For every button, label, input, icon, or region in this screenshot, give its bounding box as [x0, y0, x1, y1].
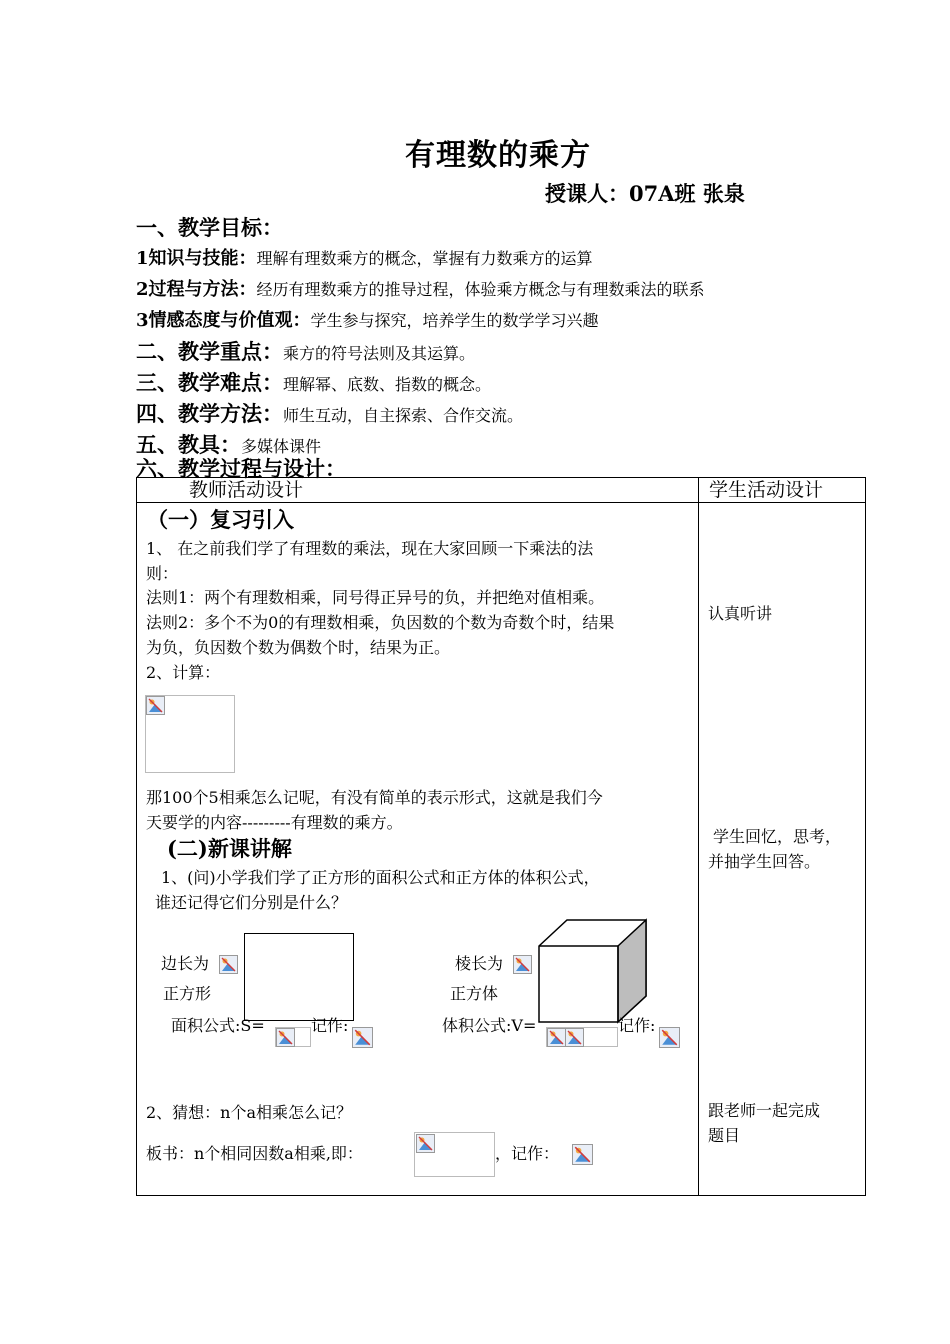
question-100a: 那100个5相乘怎么记呢，有没有简单的表示形式，这就是我们今: [146, 788, 603, 807]
teacher-activity-cell: [137, 503, 699, 1196]
review-heading: （一）复习引入: [147, 507, 294, 532]
difficulties-label: 三、教学难点：: [136, 370, 283, 395]
teacher-line: 授课人：07A班 张泉: [545, 181, 745, 206]
question-100b: 天要学的内容---------有理数的乘方。: [146, 813, 403, 832]
section-methods: [136, 398, 523, 428]
goal-3: [136, 306, 599, 332]
board-notation-label: ，记作：: [495, 1144, 560, 1163]
image-placeholder-icon: [146, 696, 165, 715]
square-diagram: [244, 933, 354, 1021]
cube-notation-label: 记作:: [618, 1016, 656, 1035]
goal-2: [136, 275, 705, 301]
difficulties-text: 理解幂、底数、指数的概念。: [283, 375, 492, 394]
section-goals-heading: 一、教学目标：: [136, 215, 283, 240]
page-title: 有理数的乘方: [405, 138, 591, 173]
calc-prompt: 2、计算：: [146, 663, 221, 682]
image-placeholder-icon: [565, 1028, 584, 1047]
cube-diagram: [537, 918, 667, 1024]
image-placeholder-icon: [416, 1134, 435, 1153]
student-activity-cell: [699, 503, 866, 1196]
image-placeholder-icon: [547, 1028, 566, 1047]
square-area-formula: 面积公式:S=: [171, 1016, 265, 1035]
student-activity-2a: 学生回忆，思考，: [713, 827, 842, 846]
tools-label: 五、教具：: [136, 432, 241, 457]
student-activity-2b: 并抽学生回答。: [708, 852, 821, 871]
student-activity-header: 学生活动设计: [699, 478, 866, 503]
cube-name: 正方体: [450, 984, 499, 1003]
goal-2-text: 经历有理数乘方的推导过程，体验乘方概念与有理数乘法的联系: [256, 280, 705, 299]
tools-text: 多媒体课件: [241, 437, 322, 456]
image-placeholder-icon: [659, 1027, 680, 1048]
review-text-1a: 1、 在之前我们学了有理数的乘法，现在大家回顾一下乘法的法: [146, 539, 594, 558]
image-placeholder-icon: [219, 955, 238, 974]
goal-3-text: 学生参与探究，培养学生的数学学习兴趣: [310, 311, 599, 330]
student-activity-1: 认真听讲: [708, 604, 773, 623]
key-points-label: 二、教学重点：: [136, 339, 283, 364]
student-activity-3a: 跟老师一起完成: [708, 1101, 821, 1120]
goal-3-label: 3情感态度与价值观：: [136, 310, 311, 331]
teacher-activity-header: 教师活动设计: [137, 478, 699, 503]
new-lesson-q1a: 1、(问)小学我们学了正方形的面积公式和正方体的体积公式，: [161, 868, 600, 887]
cube-volume-formula: 体积公式:V=: [442, 1016, 537, 1035]
board-text: 板书：n个相同因数a相乘,即：: [146, 1144, 363, 1163]
section-process-heading: 六、教学过程与设计：: [136, 456, 346, 481]
goal-1-label: 1知识与技能：: [136, 248, 257, 269]
student-activity-3b: 题目: [708, 1126, 741, 1145]
goal-1-text: 理解有理数乘方的概念，掌握有力数乘方的运算: [256, 249, 593, 268]
rule-1: 法则1：两个有理数相乘，同号得正异号的负，并把绝对值相乘。: [146, 588, 605, 607]
section-difficulties: [136, 367, 491, 397]
goal-2-label: 2过程与方法：: [136, 279, 257, 300]
new-lesson-q1b: 谁还记得它们分别是什么？: [155, 893, 348, 912]
cube-edge-label: 棱长为: [455, 954, 504, 973]
square-notation-label: 记作:: [311, 1016, 349, 1035]
image-placeholder-icon: [352, 1027, 373, 1048]
square-name: 正方形: [163, 984, 212, 1003]
image-placeholder-icon: [513, 955, 532, 974]
section-key-points: [136, 336, 475, 366]
key-points-text: 乘方的符号法则及其运算。: [283, 344, 476, 363]
square-side-label: 边长为: [161, 954, 210, 973]
methods-label: 四、教学方法：: [136, 401, 283, 426]
guess-question: 2、猜想：n个a相乘怎么记？: [146, 1103, 353, 1122]
lesson-table: [136, 477, 866, 1196]
new-lesson-heading: (二)新课讲解: [167, 836, 292, 861]
rule-2a: 法则2：多个不为0的有理数相乘，负因数的个数为奇数个时，结果: [146, 613, 615, 632]
review-text-1b: 则：: [146, 564, 179, 583]
image-placeholder-icon: [572, 1144, 593, 1165]
image-placeholder-icon: [276, 1028, 295, 1047]
goal-1: [136, 244, 593, 270]
methods-text: 师生互动，自主探索、合作交流。: [283, 406, 524, 425]
rule-2b: 为负，负因数个数为偶数个时，结果为正。: [146, 638, 451, 657]
